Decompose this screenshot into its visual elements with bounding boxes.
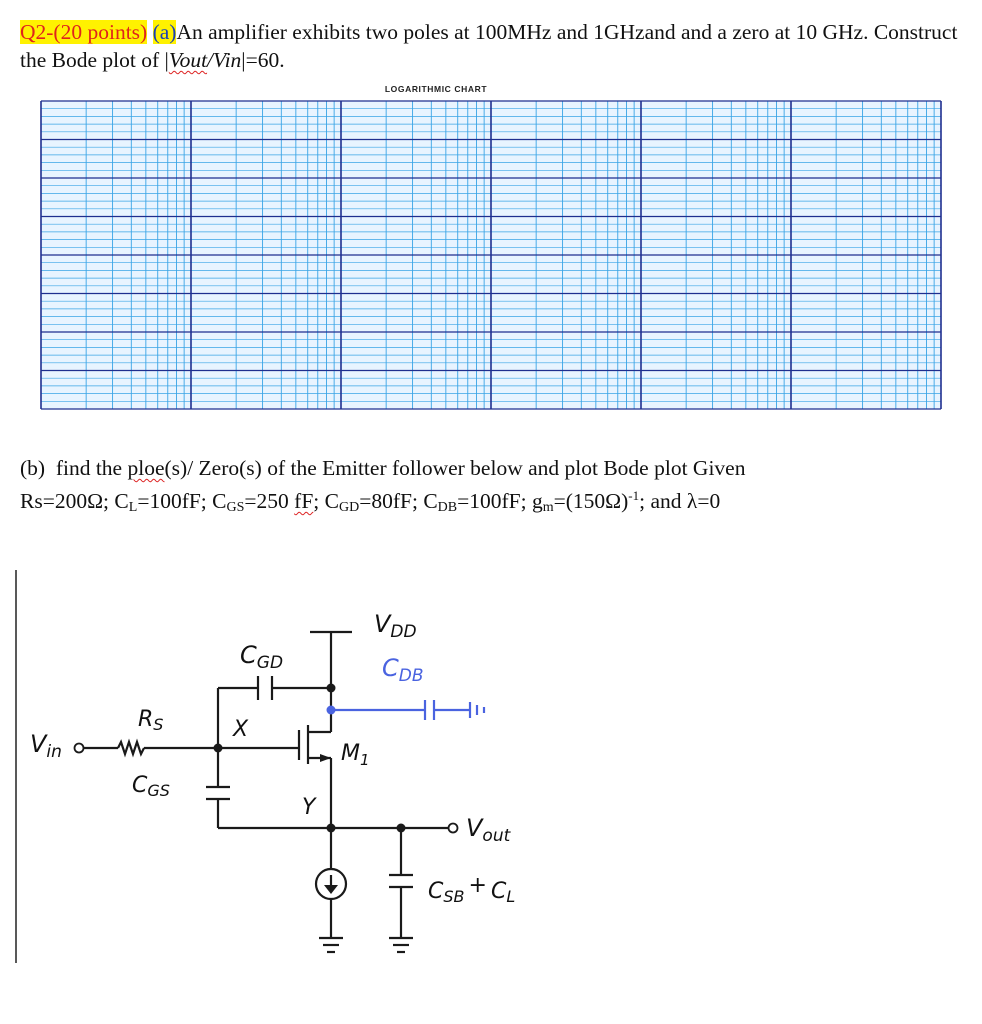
cgd-value: =80fF; C: [359, 489, 438, 514]
cgd-sub: GD: [339, 500, 360, 516]
cl-sub: L: [128, 500, 138, 516]
log-chart-label: LOGARITHMIC CHART: [384, 84, 488, 94]
gm-sup: -1: [628, 488, 640, 503]
ploe-term: ploe: [127, 456, 165, 480]
vout-term: Vout: [168, 48, 208, 72]
question-a-text-end: |=60.: [241, 48, 285, 72]
question-b-text-2: (s)/ Zero(s) of the Emitter follower below and plot Bode plot Given: [164, 456, 746, 480]
question-a: [20, 18, 965, 74]
part-b-label: (b): [20, 456, 46, 480]
cdb-branch: [331, 700, 484, 720]
cgs-value: =250: [244, 489, 295, 514]
ground-symbols: [319, 938, 413, 952]
cgs-label: CGS: [132, 773, 170, 800]
cdb-value: =100fF; g: [457, 489, 543, 514]
cl-value: =100fF; C: [137, 489, 227, 514]
emitter-follower-circuit: [0, 560, 982, 970]
vout-terminal: [449, 824, 458, 833]
vout-label: $V_{out}$: [466, 814, 511, 846]
question-number: Q2-(20 points): [20, 20, 148, 44]
question-b: [20, 454, 965, 522]
cgd-label: $C_{GD}$: [240, 641, 284, 673]
m1-label: $M_1$: [341, 741, 370, 769]
question-a-text: An amplifier exhibits two poles at 100MHz and 1GHzand and a zero at 10 GHz. Construct the Bode plot of |: [20, 20, 958, 72]
cgs-sub: GS: [226, 500, 245, 516]
ff-term: fF: [294, 489, 314, 514]
lambda-value: ; and λ=0: [639, 489, 721, 514]
slash: /: [207, 48, 214, 72]
logarithmic-grid: [40, 100, 942, 410]
vin-term: Vin: [213, 48, 242, 72]
part-a-label: (a): [152, 20, 177, 44]
vin-terminal: [75, 744, 84, 753]
node-x-label: X: [233, 717, 249, 742]
vdd-label: $V_{DD}$: [374, 610, 417, 642]
node-y-label: Y: [302, 795, 316, 820]
rs-value: Rs=200Ω; C: [20, 489, 129, 514]
question-b-text: find the: [55, 456, 128, 480]
cgd-prefix: ; C: [313, 489, 339, 514]
csb-cl-label: CSB + CL: [428, 873, 516, 906]
given-values: [20, 482, 965, 522]
cdb-label: $C_{DB}$: [382, 654, 424, 686]
rs-label: RS: [138, 707, 164, 734]
cdb-sub: DB: [437, 500, 458, 516]
source-arrow: [320, 754, 331, 762]
gm-sub: m: [542, 500, 554, 516]
gm-value: =(150Ω): [553, 489, 629, 514]
vin-label: $V_{in}$: [30, 730, 62, 762]
